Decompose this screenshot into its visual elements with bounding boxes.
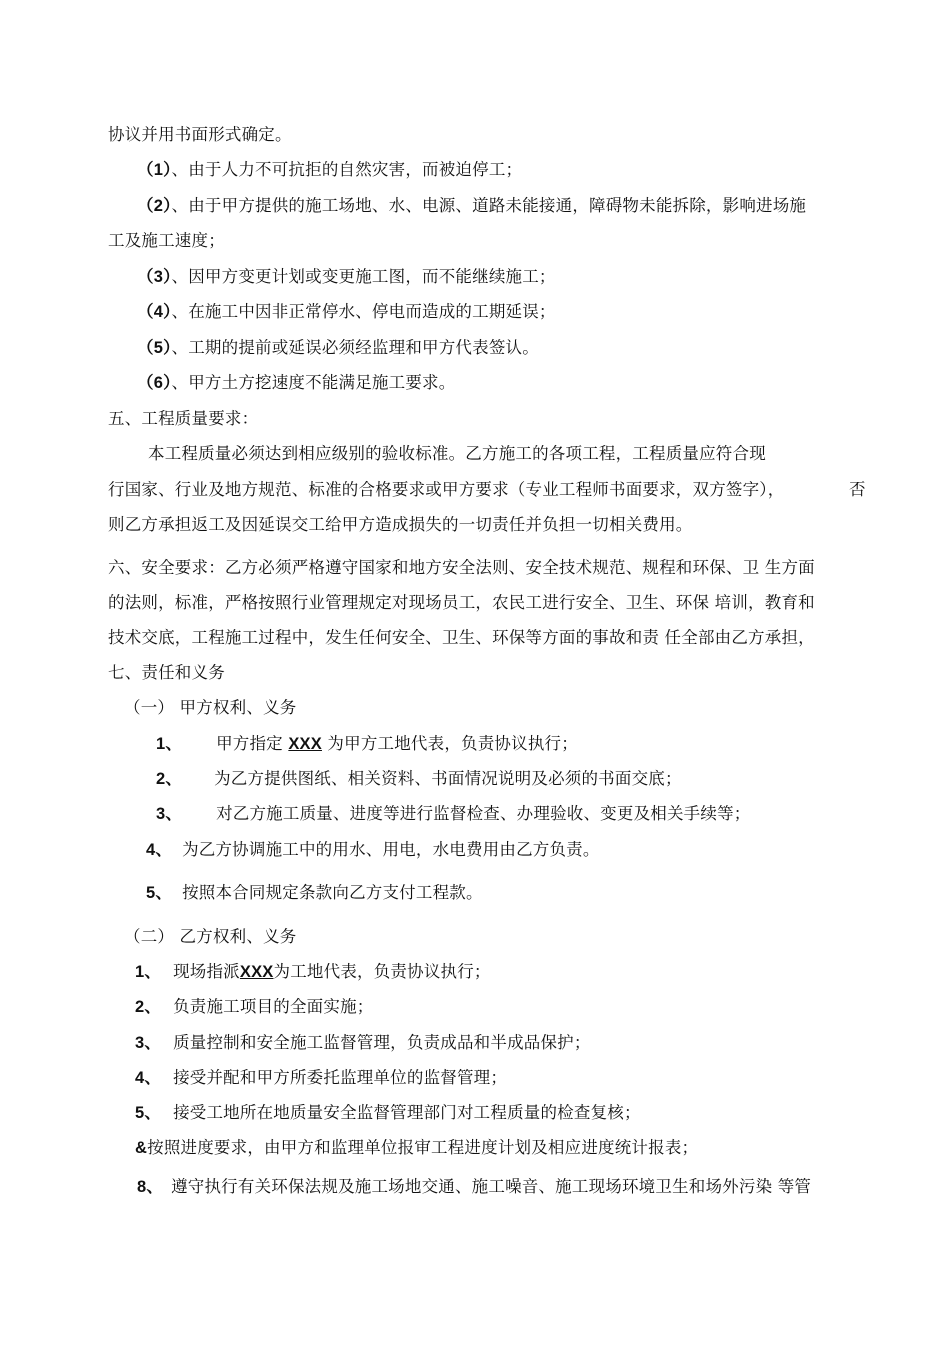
delay-text: 、工期的提前或延误必须经监理和甲方代表签认。: [171, 338, 539, 357]
section-6-line-1: 六、安全要求：乙方必须严格遵守国家和地方安全法则、安全技术规范、规程和环保、卫 生方面: [108, 558, 815, 577]
item-text-post: 为甲方工地代表，负责协议执行；: [321, 734, 578, 753]
delay-item-2: [137, 195, 806, 217]
item-number: 2、: [156, 770, 183, 788]
item-text: 接受工地所在地质量安全监督管理部门对工程质量的检查复核；: [173, 1103, 641, 1122]
item-number: 4、: [135, 1069, 162, 1087]
delay-item-1: [137, 159, 522, 181]
delay-number: （4）: [137, 303, 172, 321]
delay-item-3: [137, 266, 556, 288]
section-5-line-1: 本工程质量必须达到相应级别的验收标准。乙方施工的各项工程，工程质量应符合现: [148, 444, 766, 463]
item-text: 质量控制和安全施工监督管理，负责成品和半成品保护；: [173, 1033, 591, 1052]
delay-number: （1）: [137, 161, 172, 179]
item-text-post: 为工地代表，负责协议执行；: [273, 962, 491, 981]
item-text-pre: 甲方指定: [216, 734, 283, 753]
delay-item-4: [137, 301, 556, 323]
item-text: 遵守执行有关环保法规及施工场地交通、施工噪音、施工现场环境卫生和场外污染 等管: [171, 1177, 812, 1196]
item-number: 2、: [135, 998, 162, 1016]
item-number: &: [135, 1139, 148, 1157]
part-b-item-5: [135, 1102, 641, 1124]
section-6-line-3: 技术交底，工程施工过程中，发生任何安全、卫生、环保等方面的事故和责 任全部由乙方承担，: [108, 628, 815, 647]
section-7-heading: 七、责任和义务: [108, 663, 225, 682]
item-number: 4、: [146, 841, 173, 859]
intro-line: 协议并用书面形式确定。: [108, 125, 292, 144]
part-a-item-3: [156, 803, 750, 825]
item-text: 为乙方提供图纸、相关资料、书面情况说明及必须的书面交底；: [214, 769, 682, 788]
item-text: 按照进度要求，由甲方和监理单位报审工程进度计划及相应进度统计报表；: [147, 1138, 699, 1157]
item-text-pre: 现场指派: [173, 962, 240, 981]
item-number: 1、: [135, 963, 162, 981]
item-text: 按照本合同规定条款向乙方支付工程款。: [182, 883, 483, 902]
item-number: 5、: [146, 884, 173, 902]
delay-number: （6）: [137, 374, 172, 392]
delay-text: 、甲方土方挖速度不能满足施工要求。: [171, 373, 456, 392]
item-number: 5、: [135, 1104, 162, 1122]
part-b-heading: （二） 乙方权利、义务: [124, 927, 297, 946]
part-b-item-6: [135, 1137, 698, 1159]
delay-text: 、在施工中因非正常停水、停电而造成的工期延误；: [171, 302, 556, 321]
section-5-line-2-tail: 否: [849, 480, 866, 499]
section-5-heading: 五、工程质量要求：: [108, 409, 259, 428]
part-b-item-2: [135, 996, 373, 1018]
item-text: 为乙方协调施工中的用水、用电，水电费用由乙方负责。: [182, 840, 600, 859]
delay-item-5: [137, 337, 539, 359]
delay-text: 、由于甲方提供的施工场地、水、电源、道路未能接通，障碍物未能拆除，影响进场施: [171, 196, 807, 215]
representative-name: XXX: [288, 735, 322, 753]
part-a-item-1: [156, 733, 578, 755]
part-b-item-3: [135, 1032, 591, 1054]
representative-name: XXX: [239, 963, 274, 981]
delay-text: 、由于人力不可抗拒的自然灾害，而被迫停工；: [171, 160, 523, 179]
item-text: 对乙方施工质量、进度等进行监督检查、办理验收、变更及相关手续等；: [216, 804, 751, 823]
item-number: 3、: [156, 805, 183, 823]
delay-number: （5）: [137, 339, 172, 357]
delay-text: 、因甲方变更计划或变更施工图，而不能继续施工；: [171, 267, 556, 286]
part-a-item-5: [146, 882, 483, 904]
item-number: 1、: [156, 735, 183, 753]
item-text: 接受并配和甲方所委托监理单位的监督管理；: [173, 1068, 508, 1087]
section-6-line-2: 的法则，标准，严格按照行业管理规定对现场员工，农民工进行安全、卫生、环保 培训，教育和: [108, 593, 815, 612]
part-a-item-2: [156, 768, 682, 790]
item-text: 负责施工项目的全面实施；: [173, 997, 374, 1016]
part-a-item-4: [146, 839, 600, 861]
part-b-item-4: [135, 1067, 507, 1089]
delay-number: （2）: [137, 197, 172, 215]
item-number: 3、: [135, 1034, 162, 1052]
section-5-line-3: 则乙方承担返工及因延误交工给甲方造成损失的一切责任并负担一切相关费用。: [108, 515, 693, 534]
item-number: 8、: [137, 1178, 164, 1196]
section-5-line-2: 行国家、行业及地方规范、标准的合格要求或甲方要求（专业工程师书面要求，双方签字），: [108, 480, 785, 499]
delay-number: （3）: [137, 268, 172, 286]
delay-item-6: [137, 372, 455, 394]
part-b-item-8: [137, 1176, 811, 1198]
part-a-heading: （一） 甲方权利、义务: [124, 698, 297, 717]
delay-item-2-continued: 工及施工速度；: [108, 231, 225, 250]
part-b-item-1: [135, 961, 491, 983]
